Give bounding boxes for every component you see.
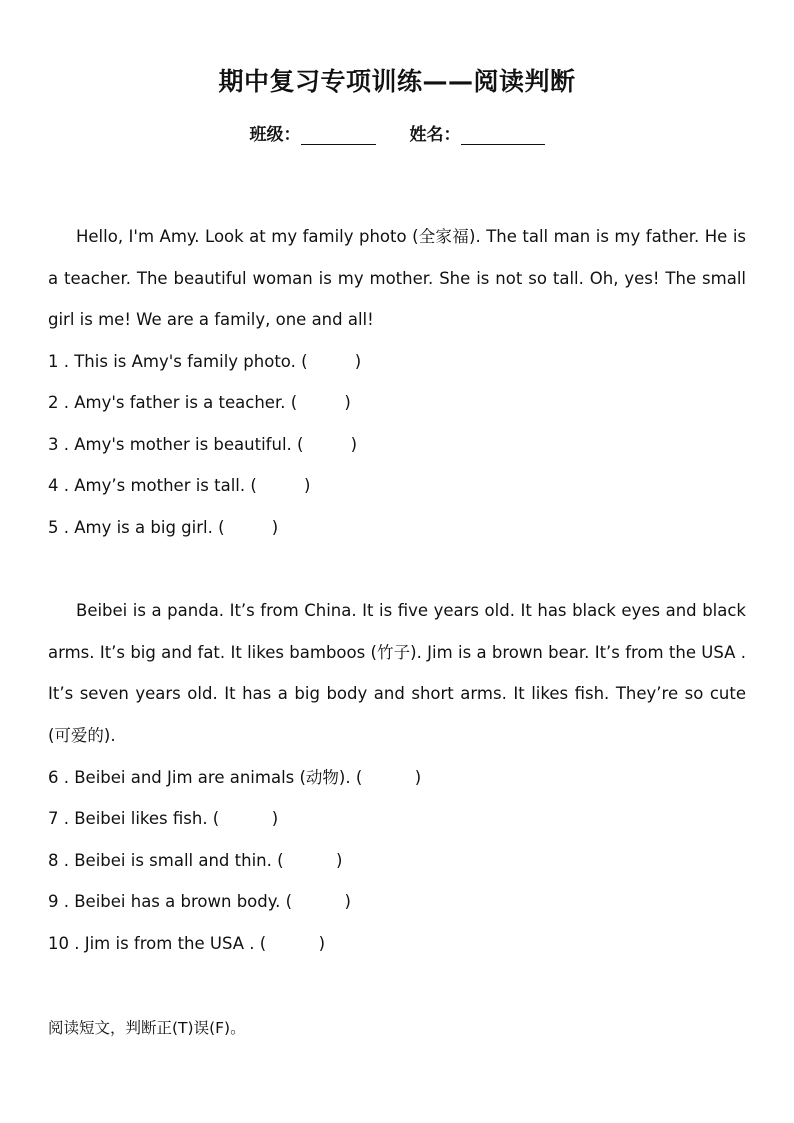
passage-1: Hello, I'm Amy. Look at my family photo (全家福). The tall man is my father. He is a teacher. The beautiful woman is my mother. She is not so tall. Oh, yes! The small girl is me! We are a family, one and all! <box>48 227 746 329</box>
question-8: 8 . Beibei is small and thin. ( ) <box>48 851 343 870</box>
instruction-text: 阅读短文，判断正(T)误(F)。 <box>48 1019 246 1037</box>
question-1: 1 . This is Amy's family photo. ( ) <box>48 352 362 371</box>
name-label: 姓名： <box>409 125 461 145</box>
question-9: 9 . Beibei has a brown body. ( ) <box>48 892 351 911</box>
passage-2: Beibei is a panda. It’s from China. It is five years old. It has black eyes and black arms. It’s big and fat. It likes bamboos (竹子). Jim is a brown bear. It’s from the USA . It’s seven years old. It has a big body and short arms. It likes fish. They’re so cute (可爱的). <box>48 601 746 745</box>
class-label: 班级： <box>249 125 301 145</box>
question-10: 10 . Jim is from the USA . ( ) <box>48 934 326 953</box>
question-2: 2 . Amy's father is a teacher. ( ) <box>48 393 351 412</box>
question-4: 4 . Amy’s mother is tall. ( ) <box>48 476 311 495</box>
student-info-line <box>0 120 794 145</box>
page-title: 期中复习专项训练——阅读判断 <box>218 67 576 96</box>
question-6: 6 . Beibei and Jim are animals (动物). ( ) <box>48 768 422 787</box>
name-blank[interactable] <box>461 126 545 145</box>
question-3: 3 . Amy's mother is beautiful. ( ) <box>48 435 358 454</box>
question-5: 5 . Amy is a big girl. ( ) <box>48 518 279 537</box>
question-7: 7 . Beibei likes fish. ( ) <box>48 809 279 828</box>
class-blank[interactable] <box>301 126 376 145</box>
